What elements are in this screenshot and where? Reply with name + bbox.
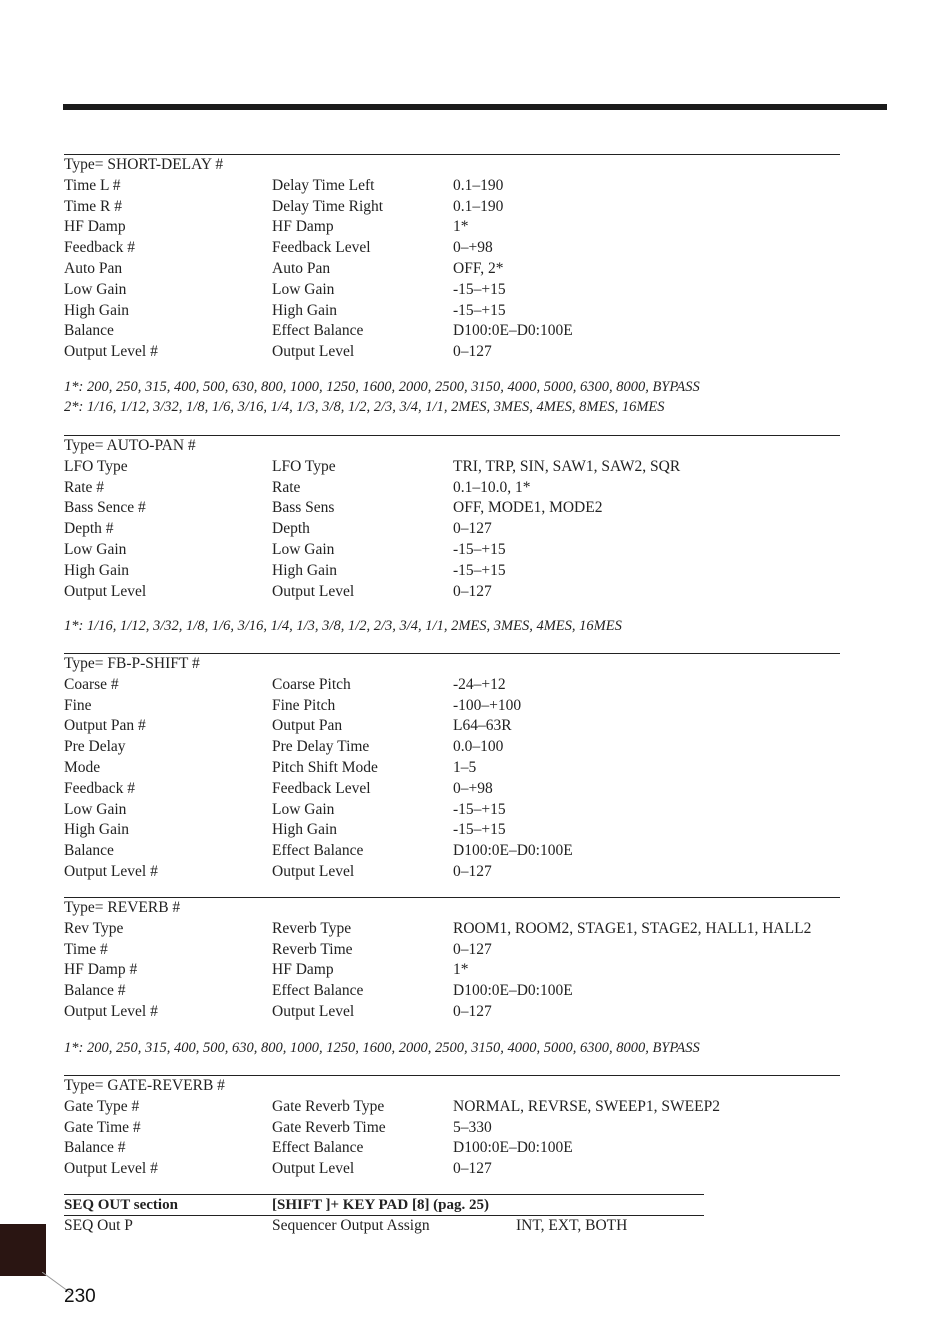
section-fb-p-shift: [64, 653, 840, 883]
table-row: Fine Fine Pitch -100–+100: [64, 696, 522, 714]
seq-out-section: [64, 1194, 704, 1236]
table-row: Feedback # Feedback Level 0–+98: [64, 779, 493, 797]
table-row: High Gain High Gain -15–+15: [64, 561, 506, 579]
table-row: High Gain High Gain -15–+15: [64, 301, 506, 319]
table-row: Low Gain Low Gain -15–+15: [64, 540, 506, 558]
footnote: 1*: 200, 250, 315, 400, 500, 630, 800, 1000, 1250, 1600, 2000, 2500, 3150, 4000, 5000, 6300, 8000, BYPASS: [64, 379, 700, 395]
footnote: 1*: 1/16, 1/12, 3/32, 1/8, 1/6, 3/16, 1/4, 1/3, 3/8, 1/2, 2/3, 3/4, 1/1, 2MES, 3MES, 4MES, 16MES: [64, 618, 622, 634]
table-row: Low Gain Low Gain -15–+15: [64, 280, 506, 298]
table-row: Rev Type Reverb Type ROOM1, ROOM2, STAGE1, STAGE2, HALL1, HALL2: [64, 919, 812, 937]
seq-out-header: [64, 1194, 704, 1216]
table-row: Output Pan # Output Pan L64–63R: [64, 717, 512, 735]
table-row: Pre Delay Pre Delay Time 0.0–100: [64, 738, 504, 756]
table-row: Bass Sence # Bass Sens OFF, MODE1, MODE2: [64, 499, 603, 517]
table-row: Gate Type # Gate Reverb Type NORMAL, REVRSE, SWEEP1, SWEEP2: [64, 1097, 720, 1115]
table-row: Output Level Output Level 0–127: [64, 582, 492, 600]
table-row: Balance Effect Balance D100:0E–D0:100E: [64, 322, 573, 340]
table-row: Output Level # Output Level 0–127: [64, 862, 492, 880]
table-row: Mode Pitch Shift Mode 1–5: [64, 758, 477, 776]
section-auto-pan: [64, 435, 840, 602]
chapter-tab: [0, 1224, 46, 1276]
table-row: Output Level # Output Level 0–127: [64, 1002, 492, 1020]
header-rule: [63, 104, 887, 110]
table-row: Output Level # Output Level 0–127: [64, 1160, 492, 1178]
table-row: Low Gain Low Gain -15–+15: [64, 800, 506, 818]
table-row: Rate # Rate 0.1–10.0, 1*: [64, 478, 531, 496]
table-row: Balance # Effect Balance D100:0E–D0:100E: [64, 982, 573, 1000]
table-row: Coarse # Coarse Pitch -24–+12: [64, 675, 506, 693]
table-row: HF Damp HF Damp 1*: [64, 218, 469, 236]
table-row: Gate Time # Gate Reverb Time 5–330: [64, 1118, 492, 1136]
seq-out-heading: SEQ OUT section: [64, 1197, 178, 1213]
table-row: Time # Reverb Time 0–127: [64, 940, 492, 958]
table-row: Output Level # Output Level 0–127: [64, 343, 492, 361]
table-row: Depth # Depth 0–127: [64, 520, 492, 538]
table-row: SEQ Out P Sequencer Output Assign INT, EXT, BOTH: [64, 1217, 628, 1234]
table-row: Time L # Delay Time Left 0.1–190: [64, 176, 504, 194]
table-row: Balance Effect Balance D100:0E–D0:100E: [64, 842, 573, 860]
section-reverb: [64, 897, 840, 1023]
table-row: Auto Pan Auto Pan OFF, 2*: [64, 259, 504, 277]
table-row: HF Damp # HF Damp 1*: [64, 961, 469, 979]
footnote: 2*: 1/16, 1/12, 3/32, 1/8, 1/6, 3/16, 1/4, 1/3, 3/8, 1/2, 2/3, 3/4, 1/1, 2MES, 3MES, 4MES, 8MES, 16MES: [64, 399, 665, 415]
section-type-label: Type= FB-P-SHIFT #: [64, 655, 200, 672]
footnote: 1*: 200, 250, 315, 400, 500, 630, 800, 1000, 1250, 1600, 2000, 2500, 3150, 4000, 5000, 6300, 8000, BYPASS: [64, 1040, 700, 1056]
table-row: LFO Type LFO Type TRI, TRP, SIN, SAW1, SAW2, SQR: [64, 457, 681, 475]
section-gate-reverb: [64, 1075, 840, 1180]
seq-out-shortcut: [SHIFT ]+ KEY PAD [8] (pag. 25): [272, 1197, 490, 1213]
table-row: Time R # Delay Time Right 0.1–190: [64, 197, 504, 215]
table-row: High Gain High Gain -15–+15: [64, 821, 506, 839]
section-type-label: Type= GATE-REVERB #: [64, 1077, 225, 1094]
section-type-label: Type= AUTO-PAN #: [64, 437, 196, 454]
table-row: Feedback # Feedback Level 0–+98: [64, 239, 493, 257]
section-type-label: Type= SHORT-DELAY #: [64, 156, 224, 173]
page-number: 230: [64, 1286, 96, 1307]
table-row: Balance # Effect Balance D100:0E–D0:100E: [64, 1139, 573, 1157]
section-short-delay: [64, 154, 840, 363]
section-type-label: Type= REVERB #: [64, 899, 181, 916]
